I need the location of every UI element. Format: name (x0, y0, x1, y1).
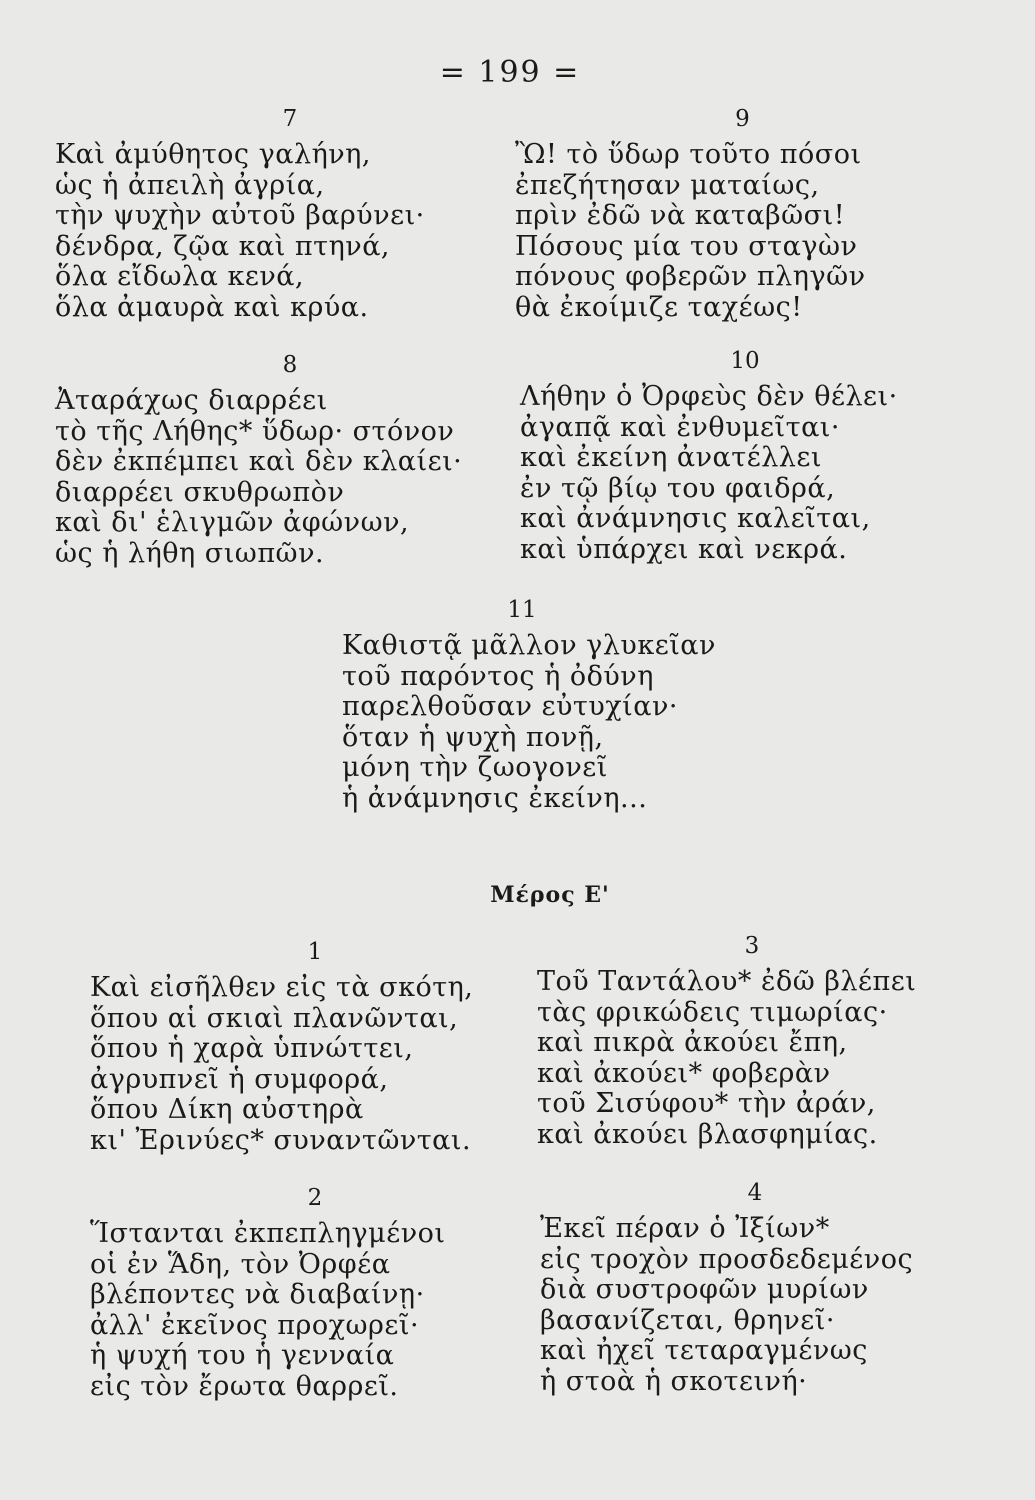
verse-line: ὡς ἡ ἀπειλὴ ἀγρία, (55, 169, 325, 201)
verse-line: Λήθην ὁ Ὀρφεὺς δὲν θέλει· (520, 381, 898, 412)
verse-line: ὅπου ἡ χαρὰ ὑπνώττει, (90, 1033, 414, 1064)
verse-line: πόνους φοβερῶν πληγῶν (515, 261, 866, 292)
verse-line: εἰς τροχὸν προσδεδεμένος (540, 1243, 914, 1275)
verse-line: εἰς τὸν ἔρωτα θαρρεῖ. (90, 1370, 399, 1402)
verse-line: τοῦ παρόντος ἡ ὀδύνη (342, 660, 654, 692)
stanza-number: 1 (307, 939, 323, 965)
stanza-number: 3 (744, 933, 760, 959)
stanza-number: 11 (507, 597, 537, 623)
section-heading: Μέρος Ε' (490, 882, 610, 908)
stanza-number: 2 (307, 1185, 323, 1211)
stanza-9 (515, 106, 970, 323)
verse-line: ἡ ψυχή του ἡ γενναία (90, 1340, 395, 1371)
verse-line: βασανίζεται, θρηνεῖ· (540, 1304, 835, 1336)
verse-line: Ἀταράχως διαρρέει (55, 385, 328, 416)
verse-line: καὶ ἀνάμνησις καλεῖται, (520, 503, 871, 534)
verse-line: διαρρέει σκυθρωπὸν (55, 476, 345, 508)
verse-line: δὲν ἐκπέμπει καὶ δὲν κλαίει· (55, 446, 463, 477)
stanza-7 (55, 106, 525, 323)
verse-line: Ἐκεῖ πέραν ὁ Ἰξίων* (540, 1213, 830, 1244)
verse-line: οἱ ἐν Ἅδη, τὸν Ὀρφέα (90, 1248, 391, 1280)
verse-line: ὅλα εἴδωλα κενά, (55, 261, 305, 292)
verse-line: ἡ στοὰ ἡ σκοτεινή· (540, 1365, 808, 1397)
verse-line: Ὢ! τὸ ὕδωρ τοῦτο πόσοι (515, 139, 862, 170)
verse-line: διὰ συστροφῶν μυρίων (540, 1274, 869, 1305)
verse-line: Τοῦ Ταντάλου* ἐδῶ βλέπει (537, 966, 917, 997)
verse-line: καὶ ἀκούει βλασφημίας. (537, 1118, 878, 1150)
stanza-3 (537, 933, 967, 1150)
verse-line: ὡς ἡ λήθη σιωπῶν. (55, 537, 325, 569)
verse-line: μόνη τὴν ζωογονεῖ (342, 752, 608, 783)
verse-line: τὰς φρικώδεις τιμωρίας· (537, 996, 888, 1028)
verse-line: καὶ ἠχεῖ τεταραγμένως (540, 1335, 868, 1366)
stanza-number: 10 (730, 348, 760, 374)
page-number: = 199 = (439, 55, 581, 90)
verse-line: ἡ ἀνάμνησις ἐκείνη... (342, 782, 648, 814)
stanza-number: 9 (735, 106, 750, 132)
verse-line: ἐπεζήτησαν ματαίως, (515, 169, 820, 201)
stanza-1 (90, 939, 540, 1156)
verse-line: καὶ δι' ἑλιγμῶν ἀφώνων, (55, 507, 410, 538)
verse-line: ὅταν ἡ ψυχὴ πονῇ, (342, 721, 604, 753)
stanza-10 (520, 348, 970, 565)
stanza-number: 7 (282, 106, 298, 132)
verse-line: παρελθοῦσαν εὐτυχίαν· (342, 691, 678, 722)
verse-line: βλέποντες νὰ διαβαίνῃ· (90, 1279, 425, 1310)
verse-line: ἐν τῷ βίῳ του φαιδρά, (520, 472, 836, 504)
verse-line: δένδρα, ζῷα καὶ πτηνά, (55, 230, 391, 262)
verse-line: Πόσους μία του σταγὼν (515, 230, 858, 262)
verse-line: κι' Ἐρινύες* συναντῶνται. (90, 1124, 472, 1156)
verse-line: ὅλα ἀμαυρὰ καὶ κρύα. (55, 291, 369, 323)
verse-line: ἀγρυπνεῖ ἡ συμφορά, (90, 1063, 389, 1095)
verse-line: τὴν ψυχὴν αὐτοῦ βαρύνει· (55, 200, 425, 231)
stanza-number: 4 (747, 1180, 763, 1206)
stanza-4 (540, 1180, 970, 1397)
verse-line: Καὶ εἰσῆλθεν εἰς τὰ σκότη, (90, 972, 474, 1003)
verse-line: καὶ ὑπάρχει καὶ νεκρά. (520, 533, 848, 565)
verse-line: τὸ τῆς Λήθης* ὕδωρ· στόνον (55, 415, 455, 447)
stanza-number: 8 (282, 352, 298, 378)
stanza-11 (342, 597, 716, 814)
verse-line: Καθιστᾷ μᾶλλον γλυκεῖαν (342, 630, 716, 661)
verse-line: ἀγαπᾷ καὶ ἐνθυμεῖται· (520, 411, 840, 443)
verse-line: πρὶν ἐδῶ νὰ καταβῶσι! (515, 200, 846, 231)
verse-line: ὅπου Δίκη αὐστηρὰ (90, 1094, 364, 1125)
verse-line: ὅπου αἱ σκιαὶ πλανῶνται, (90, 1002, 459, 1034)
verse-line: καὶ ἀκούει* φοβερὰν (537, 1057, 831, 1089)
stanza-8 (55, 352, 525, 569)
verse-line: Ἵστανται ἐκπεπληγμένοι (90, 1218, 446, 1249)
stanza-2 (90, 1185, 540, 1402)
verse-line: τοῦ Σισύφου* τὴν ἀράν, (537, 1088, 876, 1119)
verse-line: Καὶ ἀμύθητος γαλήνη, (55, 139, 371, 170)
verse-line: θὰ ἐκοίμιζε ταχέως! (515, 291, 803, 323)
verse-line: καὶ πικρὰ ἀκούει ἔπη, (537, 1027, 848, 1058)
verse-line: ἀλλ' ἐκεῖνος προχωρεῖ· (90, 1309, 420, 1341)
verse-line: καὶ ἐκείνη ἀνατέλλει (520, 442, 822, 473)
